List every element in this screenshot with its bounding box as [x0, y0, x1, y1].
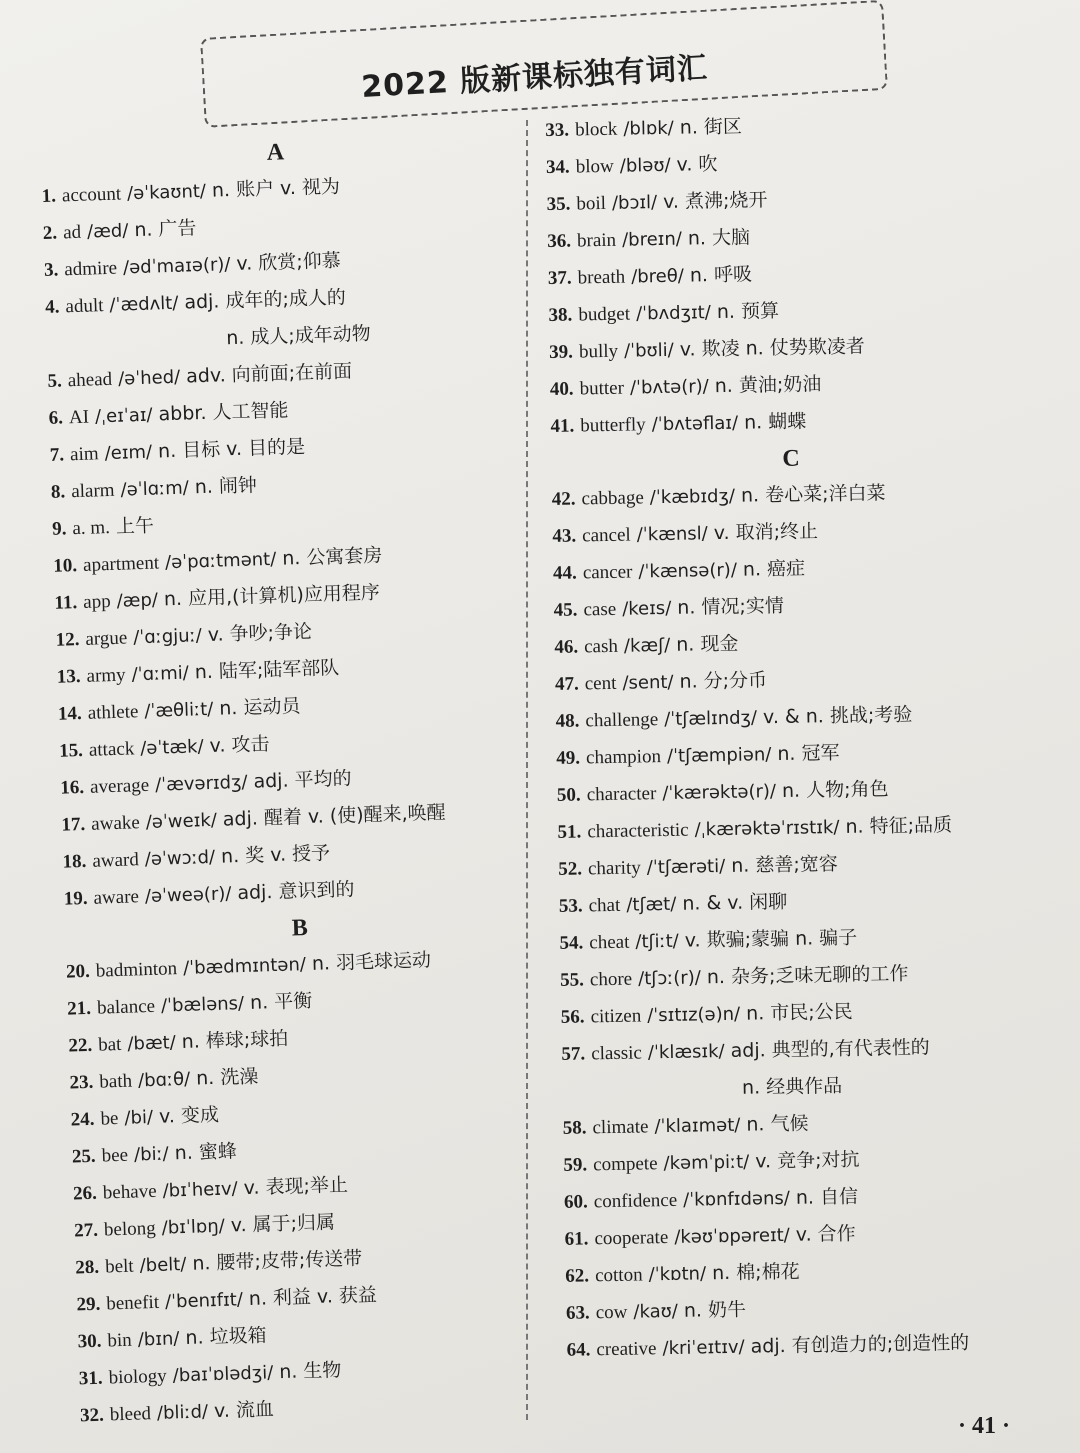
entry-num: 59. [563, 1154, 588, 1176]
entry-num: 27. [73, 1219, 99, 1242]
entry-ipa: /ˈbenɪfɪt/ [164, 1289, 244, 1313]
entry-word: chore [589, 968, 633, 991]
entry-def: n. 黄油;奶油 [714, 373, 822, 398]
entry-def: n. 现金 [676, 632, 739, 656]
entry-word: cow [595, 1301, 628, 1324]
entry-def: n. 公寓套房 [281, 544, 383, 570]
entry-num: 44. [552, 562, 577, 584]
entry-word: attack [88, 738, 135, 761]
entry-def: n. 呼吸 [689, 263, 753, 287]
entry-word: champion [585, 746, 662, 769]
entry-word: aware [93, 886, 140, 909]
entry-word: classic [591, 1042, 643, 1065]
entry-def: v. 流血 [213, 1398, 275, 1423]
entry-word: belt [104, 1255, 134, 1278]
entry-ipa: /ˈkærəktə(r)/ [662, 781, 777, 805]
entry-ipa: /kæʃ/ [623, 634, 671, 657]
entry-word: ad [62, 221, 82, 244]
entry-ipa: /kəmˈpiːt/ [663, 1151, 750, 1175]
entry-def: v. 吹 [676, 153, 718, 176]
entry-ipa: /æd/ [86, 220, 129, 243]
entry-ipa: /əˈwɔːd/ [144, 846, 216, 871]
entry-ipa: /ˈkænsə(r)/ [638, 559, 738, 583]
section-letter: A [266, 139, 285, 166]
entry-word: citizen [590, 1005, 642, 1028]
entry-num: 45. [553, 599, 578, 621]
entry-word: cent [584, 672, 617, 695]
entry-word: boil [576, 192, 607, 215]
entry-num: 32. [79, 1404, 105, 1427]
entry-ipa: /tʃæt/ [626, 893, 677, 916]
entry-ipa: /ˌkærəktəˈrɪstɪk/ [694, 816, 840, 841]
entry-word: aim [69, 443, 99, 466]
entry-def: n. 慈善;宽容 [731, 853, 838, 877]
page-number: · 41 · [957, 1413, 1010, 1439]
bleed-through-text [60, 60, 66, 84]
entry-num: 22. [68, 1034, 93, 1057]
entry-word: bin [107, 1329, 133, 1352]
entry-word: balance [96, 995, 156, 1019]
entry-def: adj. 有创造力的;创造性的 [750, 1331, 970, 1358]
entry-word: athlete [87, 701, 139, 724]
entry-ipa: /bi/ [124, 1106, 154, 1129]
entry-num: 55. [559, 969, 585, 991]
entry-word: cooperate [594, 1227, 669, 1250]
entry-def: n. 癌症 [742, 557, 806, 581]
entry-def: v. 攻击 [209, 733, 270, 757]
entry-num: 10. [53, 555, 78, 577]
entry-word: argue [85, 627, 128, 650]
entry-def: v. 欺凌 n. 仗势欺凌者 [679, 335, 865, 361]
entry-def: n. 洗澡 [195, 1065, 259, 1090]
entry-def: n. 羽毛球运动 [311, 949, 432, 975]
entry-word: award [92, 849, 140, 872]
entry-def: n. 账户 v. 视为 [211, 175, 341, 202]
page-title: 2022 版新课标独有词汇 [360, 50, 709, 105]
entry-num: 48. [555, 710, 580, 732]
entry-ipa: /breɪn/ [621, 228, 683, 251]
entry-def: adj. 平均的 [253, 767, 352, 793]
entry-num: 21. [66, 997, 92, 1020]
entry-ipa: /ˈɑːgjuː/ [132, 625, 203, 649]
entry-ipa: /ˈkæbɪdʒ/ [649, 485, 736, 509]
entry-def: adj. 典型的,有代表性的 [730, 1036, 930, 1062]
section-letter: C [782, 445, 800, 472]
entry-ipa: /ˈsɪtɪz(ə)n/ [647, 1003, 741, 1027]
entry-def: 上午 [115, 514, 155, 538]
entry-ipa: /əˈkaʊnt/ [126, 180, 207, 205]
entry-word: creative [596, 1338, 657, 1361]
entry-num: 9. [51, 518, 67, 540]
entry-def: n. 广告 [134, 217, 197, 242]
entry-num: 52. [558, 858, 583, 880]
entry-word: belong [103, 1217, 157, 1241]
entry-def: v. 欣赏;仰慕 [236, 249, 341, 275]
entry-def: n. 分;分币 [679, 669, 768, 693]
entry-num: 62. [565, 1265, 590, 1287]
entry-word: bat [97, 1033, 122, 1056]
entry-def: n. 棉;棉花 [711, 1260, 800, 1285]
entry-word: benefit [105, 1291, 160, 1315]
entry-ipa: /ˈævərɪdʒ/ [154, 771, 248, 796]
entry-word: apartment [82, 552, 160, 576]
entry-def: adj. 意识到的 [237, 878, 355, 905]
entry-num: 31. [78, 1367, 103, 1390]
entry-word: a. m. [72, 516, 111, 540]
entry-ipa: /keɪs/ [622, 597, 672, 620]
entry-num: 36. [547, 230, 572, 252]
entry-def: v. 煮沸;烧开 [662, 189, 768, 213]
entry-num: 17. [61, 813, 86, 836]
entry-def: n. 奶牛 [683, 1298, 747, 1322]
entry-num: 23. [69, 1071, 94, 1094]
entry-def: n. 平衡 [249, 989, 313, 1014]
entry-def: n. 气候 [746, 1112, 809, 1136]
entry-word: climate [592, 1116, 649, 1139]
entry-def: n. 杂务;乏味无聊的工作 [706, 962, 909, 989]
entry-num: 12. [55, 629, 80, 651]
entry-ipa: /ˈbʌtəflaɪ/ [651, 412, 739, 436]
entry-num: 19. [63, 887, 88, 910]
entry-ipa: /kaʊ/ [633, 1300, 679, 1323]
entry-word: charity [587, 857, 641, 880]
entry-word: breath [577, 266, 626, 289]
entry-ipa: /ˈtʃælɪndʒ/ [664, 707, 758, 731]
entry-def: v. 取消;终止 [713, 520, 819, 545]
entry-num: 49. [556, 747, 581, 769]
entry-word: bee [101, 1144, 129, 1167]
entry-ipa: /ˈkɒtn/ [648, 1263, 707, 1286]
entry-ipa: /bləʊ/ [619, 154, 671, 177]
entry-word: army [86, 664, 126, 687]
entry-num: 24. [70, 1108, 95, 1131]
entry-def: v. 合作 [795, 1222, 856, 1246]
entry-word: adult [65, 295, 104, 318]
section-letter: B [291, 914, 309, 942]
entry-ipa: /ˈkɒnfɪdəns/ [683, 1187, 791, 1211]
entry-ipa: /ˈtʃærəti/ [646, 855, 726, 879]
entry-num: 34. [545, 156, 570, 178]
entry-num: 57. [561, 1043, 586, 1065]
entry-num: 14. [57, 702, 83, 725]
entry-ipa: /ˈklæsɪk/ [647, 1041, 725, 1064]
entry-def: abbr. 人工智能 [158, 399, 289, 426]
entry-def: n. 闹钟 [194, 474, 258, 499]
entry-word: bath [99, 1070, 133, 1093]
entry-num: 63. [565, 1302, 590, 1324]
entry-ipa: /ˈɑːmi/ [131, 662, 190, 686]
entry-num: 25. [71, 1145, 96, 1168]
entry-ipa: /æp/ [116, 589, 159, 612]
entry-num: 43. [552, 525, 577, 547]
entry-ipa: /əˈpɑːtmənt/ [164, 548, 277, 574]
entry-def: adv. 向前面;在前面 [185, 360, 353, 388]
entry-word: cancer [582, 561, 633, 584]
entry-def: n. 陆军;陆军部队 [194, 656, 340, 684]
entry-num: 39. [549, 341, 574, 363]
entry-def: n. 成人;成年动物 [225, 322, 372, 350]
entry-num: 30. [77, 1330, 102, 1353]
entry-ipa: /baɪˈɒlədʒi/ [172, 1362, 274, 1387]
entry-num: 46. [554, 636, 579, 658]
entry-ipa: /bliːd/ [156, 1401, 209, 1424]
entry-ipa: /ˈklaɪmət/ [654, 1114, 741, 1138]
entry-def: v. 变成 [158, 1103, 220, 1128]
entry-def: n. 目标 v. 目的是 [157, 435, 306, 463]
entry-word: budget [578, 303, 631, 326]
entry-word: badminton [95, 958, 178, 982]
entry-word: biology [108, 1365, 168, 1389]
entry-def: n. 冠军 [777, 741, 840, 766]
entry-num: 35. [546, 193, 571, 215]
entry-ipa: /əˈlɑːm/ [120, 477, 190, 501]
entry-def: n. 蜜蜂 [174, 1140, 238, 1165]
entry-def: n. 经典作品 [741, 1074, 843, 1099]
entry-num: 51. [557, 821, 582, 843]
entry-word: compete [592, 1153, 658, 1176]
vocab-entry [566, 1323, 1047, 1368]
entry-def: n. 自信 [795, 1185, 859, 1209]
entry-word: average [89, 774, 150, 798]
entry-def: n. 棒球;球拍 [181, 1027, 289, 1053]
entry-def: n. 市民;公民 [745, 1000, 853, 1025]
entry-word: cash [583, 635, 619, 658]
entry-def: n. 运动员 [218, 695, 301, 720]
entry-word: butter [579, 377, 625, 400]
entry-num: 50. [556, 784, 581, 806]
entry-word: brain [576, 229, 617, 252]
entry-ipa: /ˈbʊli/ [623, 339, 674, 362]
entry-def: v. 属于;归属 [230, 1211, 336, 1237]
entry-def: v. & n. 挑战;考验 [762, 703, 913, 729]
entry-word: confidence [593, 1189, 678, 1213]
entry-def: v. 表现;举止 [243, 1173, 349, 1200]
entry-def: v. 竞争;对抗 [755, 1148, 860, 1173]
entry-def: n. 预算 [716, 299, 780, 324]
entry-num: 3. [43, 259, 59, 281]
entry-word: blow [575, 155, 614, 178]
entry-word: cheat [589, 931, 630, 954]
entry-def: n. & v. 闲聊 [682, 890, 788, 915]
entry-num: 7. [49, 444, 65, 466]
entry-def: n. 街区 [679, 115, 743, 139]
entry-ipa: /ˈbʌdʒɪt/ [635, 302, 712, 325]
entry-num: 47. [554, 673, 579, 695]
entry-num: 54. [559, 932, 584, 954]
entry-ipa: /bɪn/ [137, 1328, 180, 1351]
entry-word: bully [578, 340, 619, 363]
entry-def: n. 大脑 [687, 226, 751, 250]
entry-word: admire [63, 257, 118, 281]
entry-word: cabbage [581, 487, 644, 510]
entry-def: n. 卷心菜;洋白菜 [740, 482, 886, 507]
entry-ipa: /bɔɪl/ [611, 192, 658, 214]
entry-num: 53. [558, 895, 583, 917]
entry-def: v. 争吵;争论 [207, 620, 313, 646]
entry-ipa: /əˈtæk/ [139, 736, 204, 760]
entry-ipa: /ˌeɪˈaɪ/ [94, 404, 153, 428]
entry-num: 8. [50, 481, 66, 503]
right-column [545, 104, 1047, 1369]
entry-def: n. 情况;实情 [677, 594, 785, 619]
entry-word: be [100, 1108, 119, 1130]
entry-def: adj. 成年的;成人的 [184, 286, 347, 314]
entry-num: 1. [41, 185, 57, 207]
entry-ipa: /bɪˈheɪv/ [162, 1178, 238, 1202]
entry-ipa: /tʃɔː(r)/ [638, 967, 702, 990]
entry-ipa: /tʃiːt/ [635, 930, 679, 953]
entry-num: 64. [566, 1339, 591, 1361]
entry-num: 4. [44, 296, 60, 318]
entry-ipa: /ˈæθliːt/ [144, 698, 214, 722]
entry-def: n. 奖 v. 授予 [220, 842, 331, 868]
entry-word: challenge [585, 709, 659, 732]
entry-ipa: /kriˈeɪtɪv/ [662, 1336, 745, 1360]
entry-num: 61. [564, 1228, 589, 1250]
entry-word: character [586, 783, 657, 806]
entry-ipa: /biː/ [133, 1143, 170, 1166]
entry-num: 33. [545, 119, 570, 141]
entry-num: 26. [72, 1182, 98, 1205]
entry-num: 29. [76, 1293, 101, 1316]
entry-word: account [61, 183, 122, 207]
entry-num: 13. [56, 665, 81, 688]
entry-word: cancel [582, 524, 631, 547]
entry-num: 56. [560, 1006, 585, 1028]
entry-ipa: /ˈbʌtə(r)/ [629, 376, 709, 399]
entry-word: chat [588, 894, 621, 917]
entry-ipa: /bæt/ [127, 1032, 177, 1055]
entry-word: cotton [594, 1264, 643, 1287]
entry-word: case [583, 598, 617, 621]
entry-ipa: /belt/ [139, 1253, 187, 1277]
entry-ipa: /ˈbædmɪntən/ [182, 954, 307, 979]
entry-def: n. 应用,(计算机)应用程序 [163, 581, 381, 611]
entry-ipa: /ˈbæləns/ [160, 993, 245, 1017]
entry-num: 41. [550, 415, 575, 437]
entry-ipa: /ədˈmaɪə(r)/ [122, 254, 231, 279]
entry-ipa: /blɒk/ [623, 117, 674, 140]
entry-word: bleed [109, 1403, 152, 1426]
entry-num: 20. [65, 960, 91, 983]
entry-ipa: /ˈkænsl/ [636, 523, 708, 546]
entry-ipa: /əˈweə(r)/ [144, 883, 232, 908]
entry-ipa: /kəʊˈɒpəreɪt/ [674, 1224, 790, 1248]
entry-def: v. 欺骗;蒙骗 n. 骗子 [684, 926, 858, 952]
entry-ipa: /sent/ [622, 671, 674, 694]
entry-def: n. 利益 v. 获益 [248, 1283, 378, 1311]
entry-word: behave [102, 1180, 157, 1204]
entry-def: n. 生物 [278, 1359, 342, 1384]
entry-def: n. 腰带;皮带;传送带 [192, 1247, 363, 1275]
entry-ipa: /əˈweɪk/ [145, 809, 218, 834]
entry-def: n. 人物;角色 [781, 778, 889, 802]
entry-def: n. 垃圾箱 [185, 1324, 267, 1350]
entry-word: characteristic [587, 819, 689, 843]
entry-ipa: /eɪm/ [104, 441, 153, 465]
entry-ipa: /bɪˈlɒŋ/ [161, 1215, 226, 1239]
entry-num: 2. [42, 222, 58, 244]
entry-word: AI [68, 406, 90, 429]
entry-num: 42. [551, 488, 576, 510]
entry-word: alarm [70, 479, 115, 503]
entry-def: n. 特征;品质 [845, 814, 953, 838]
entry-num: 37. [547, 267, 572, 289]
entry-ipa: /ˈtʃæmpiən/ [666, 744, 772, 767]
entry-num: 18. [62, 850, 87, 873]
entry-num: 28. [75, 1256, 100, 1279]
entry-num: 40. [549, 378, 574, 400]
entry-word: butterfly [580, 414, 646, 437]
entry-num: 60. [563, 1191, 588, 1213]
entry-ipa: /bɑːθ/ [137, 1068, 191, 1092]
entry-word: awake [90, 812, 141, 835]
entry-ipa: /əˈhed/ [117, 366, 181, 390]
entry-num: 38. [548, 304, 573, 326]
left-column [40, 127, 550, 1434]
entry-word: app [82, 591, 111, 613]
entry-word: block [574, 118, 618, 141]
entry-ipa: /breθ/ [631, 265, 685, 288]
entry-def: adj. 醒着 v. (使)醒来,唤醒 [222, 801, 446, 831]
entry-num: 58. [562, 1117, 587, 1139]
entry-num: 16. [59, 776, 85, 799]
entry-num: 5. [47, 370, 63, 392]
entry-ipa: /ˈædʌlt/ [109, 292, 179, 316]
entry-num: 6. [48, 407, 64, 429]
entry-word: ahead [67, 368, 113, 392]
entry-num: 15. [58, 739, 84, 762]
entry-num: 11. [54, 592, 78, 614]
entry-def: n. 蝴蝶 [743, 410, 807, 434]
